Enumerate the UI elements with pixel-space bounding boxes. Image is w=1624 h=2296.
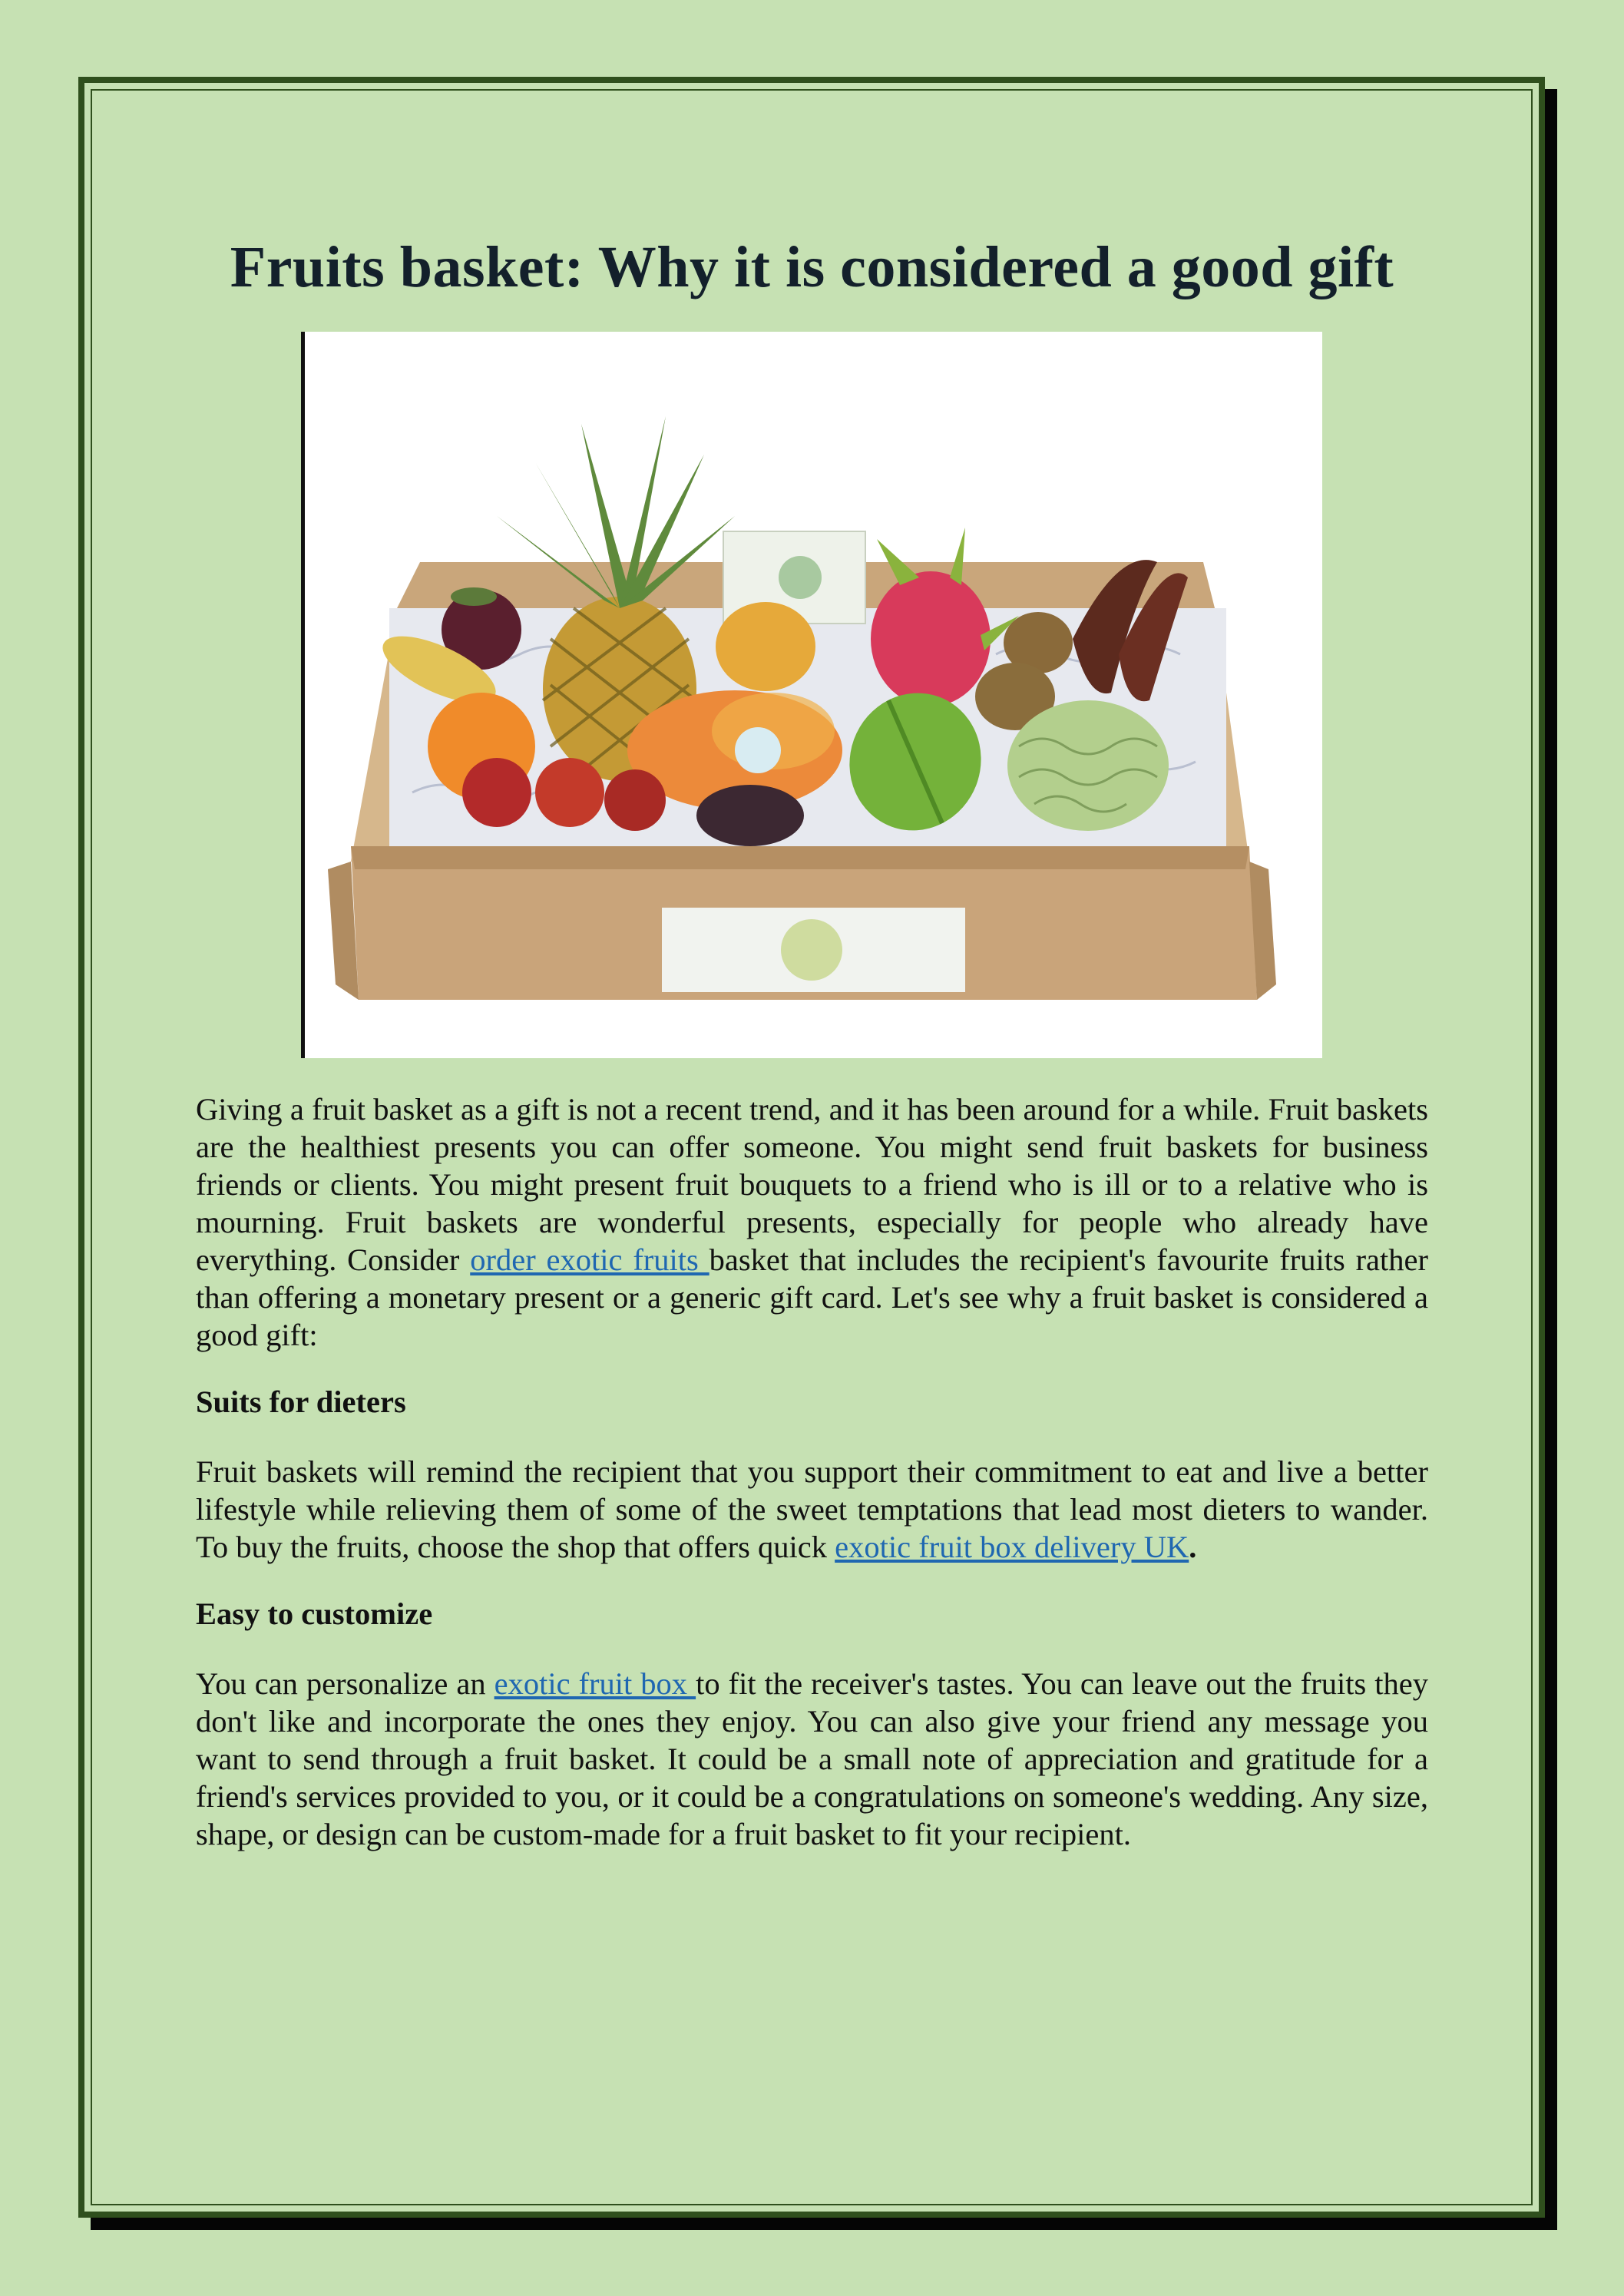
- section-heading-easy-to-customize: Easy to customize: [196, 1596, 433, 1631]
- intro-text-after-link: basket that includes the recipient's favourite fruits rather than offering a monetary present or a generic gift card. Let's see why a fruit basket is considered a good gift:: [196, 1242, 1428, 1352]
- order-exotic-fruits-link[interactable]: order exotic fruits: [470, 1242, 709, 1277]
- intro-paragraph: [196, 1090, 1428, 1354]
- fruit-box-image: [301, 332, 1322, 1058]
- customize-paragraph: [196, 1665, 1428, 1853]
- page-title: Fruits basket: Why it is considered a good gift: [230, 235, 1394, 299]
- exotic-fruit-box-link[interactable]: exotic fruit box: [494, 1666, 696, 1701]
- exotic-fruit-box-delivery-uk-link[interactable]: exotic fruit box delivery UK: [835, 1530, 1189, 1564]
- section-heading-suits-for-dieters: Suits for dieters: [196, 1385, 406, 1419]
- dieters-text-after-link: .: [1189, 1530, 1197, 1564]
- dieters-text-before-link: Fruit baskets will remind the recipient that you support their commitment to eat and live a better lifestyle while relieving them of some of the sweet temptations that lead most dieters to wander. To buy the fruits, choose the shop that offers quick: [196, 1454, 1428, 1564]
- customize-text-before-link: You can personalize an: [196, 1666, 494, 1701]
- customize-text-after-link: to fit the receiver's tastes. You can leave out the fruits they don't like and incorporate the ones they enjoy. You can also give your friend any message you want to send through a fruit basket. It could be a small note of appreciation and gratitude for a friend's services provided to you, or it could be a congratulations on someone's wedding. Any size, shape, or design can be custom-made for a fruit basket to fit your recipient.: [196, 1666, 1429, 1851]
- document-content: [196, 230, 1428, 1853]
- intro-text-before-link: Giving a fruit basket as a gift is not a recent trend, and it has been around for a while. Fruit baskets are the healthiest presents you can offer someone. You might send fruit baskets for business friends or clients. You might present fruit bouquets to a friend who is ill or to a relative who is mourning. Fruit baskets are wonderful presents, especially for people who already have everything. Consider: [196, 1092, 1428, 1277]
- dieters-paragraph: [196, 1453, 1428, 1566]
